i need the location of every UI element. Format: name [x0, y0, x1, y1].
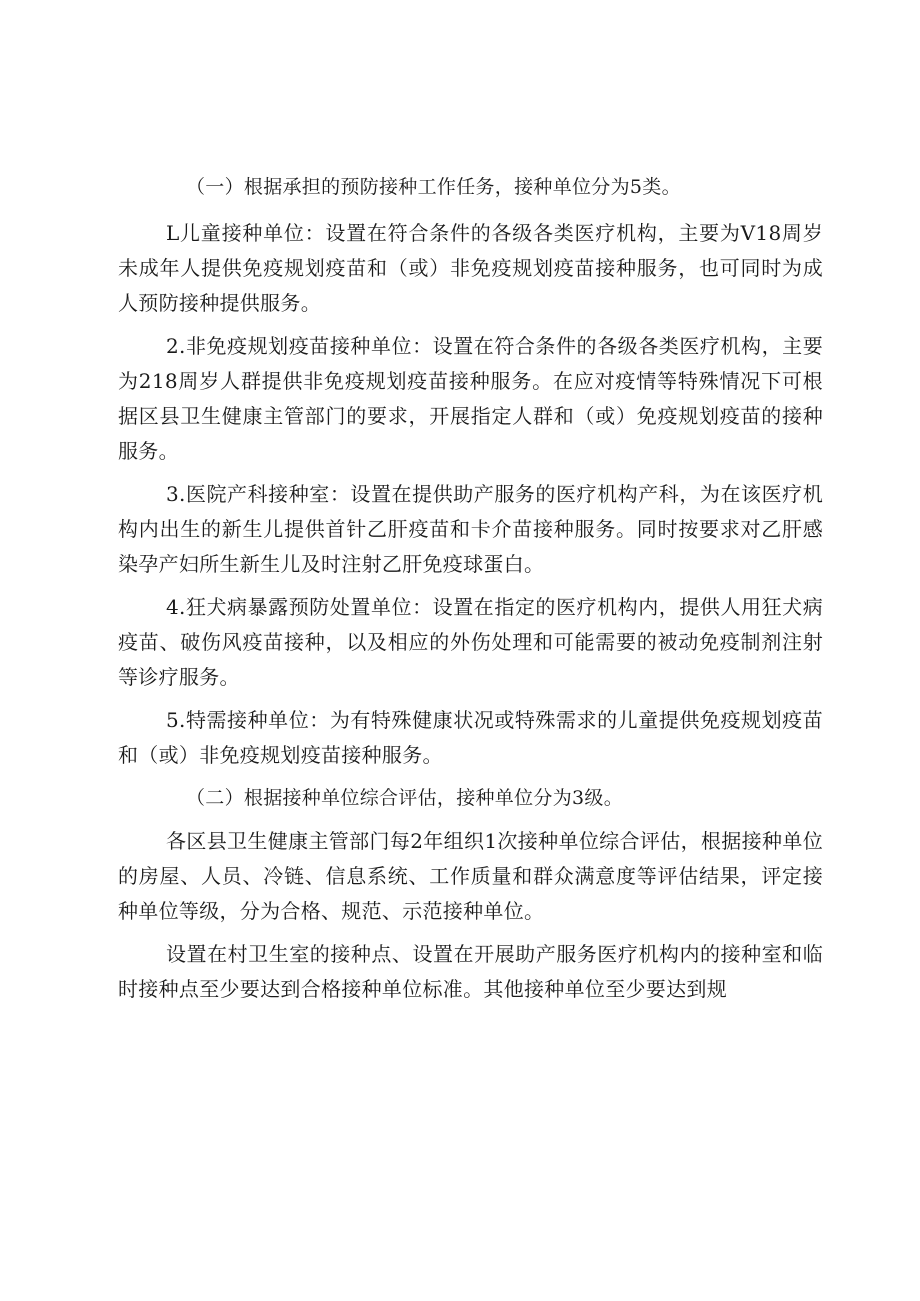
- section-heading-1: （一）根据承担的预防接种工作任务，接种单位分为5类。: [186, 176, 681, 198]
- paragraph-item-1: L儿童接种单位：设置在符合条件的各级各类医疗机构，主要为V18周岁未成年人提供免疫规划疫苗和（或）非免疫规划疫苗接种服务，也可同时为成人预防接种提供服务。: [118, 221, 823, 315]
- paragraph-standard: 设置在村卫生室的接种点、设置在开展助产服务医疗机构内的接种室和临时接种点至少要达到合格接种单位标准。其他接种单位至少要达到规: [118, 942, 823, 1001]
- paragraph-item-2: 2.非免疫规划疫苗接种单位：设置在符合条件的各级各类医疗机构，主要为218周岁人群提供非免疫规划疫苗接种服务。在应对疫情等特殊情况下可根据区县卫生健康主管部门的要求，开展指定人群和（或）免疫规划疫苗的接种服务。: [118, 334, 823, 463]
- paragraph-item-5: 5.特需接种单位：为有特殊健康状况或特殊需求的儿童提供免疫规划疫苗和（或）非免疫规划疫苗接种服务。: [118, 708, 823, 767]
- paragraph-evaluation: 各区县卫生健康主管部门每2年组织1次接种单位综合评估，根据接种单位的房屋、人员、冷链、信息系统、工作质量和群众满意度等评估结果，评定接种单位等级，分为合格、规范、示范接种单位。: [118, 829, 823, 923]
- document-body: [118, 170, 823, 1007]
- section-heading-2: （二）根据接种单位综合评估，接种单位分为3级。: [186, 787, 623, 809]
- paragraph-item-4: 4.狂犬病暴露预防处置单位：设置在指定的医疗机构内，提供人用狂犬病疫苗、破伤风疫苗接种，以及相应的外伤处理和可能需要的被动免疫制剂注射等诊疗服务。: [118, 595, 823, 689]
- paragraph-item-3: 3.医院产科接种室：设置在提供助产服务的医疗机构产科，为在该医疗机构内出生的新生儿提供首针乙肝疫苗和卡介苗接种服务。同时按要求对乙肝感染孕产妇所生新生儿及时注射乙肝免疫球蛋白。: [118, 482, 823, 576]
